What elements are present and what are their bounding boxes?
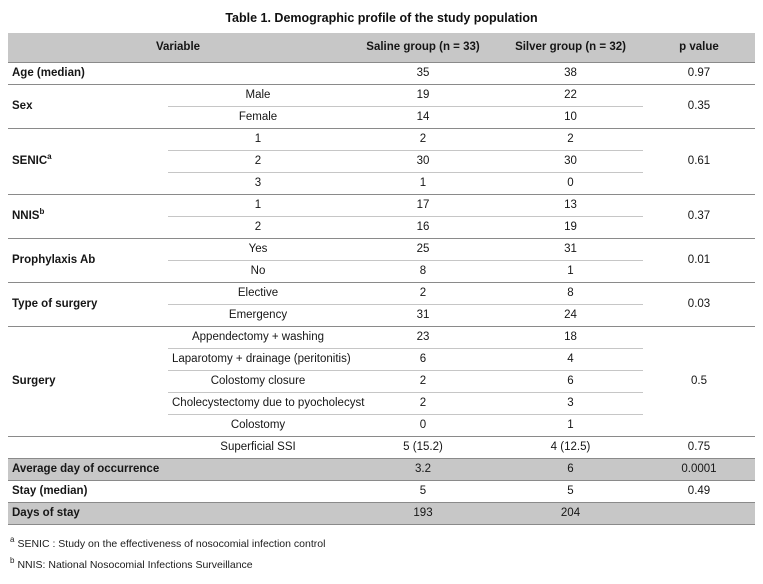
saline-value: 30 — [348, 150, 498, 172]
subcategory-label: Male — [168, 84, 348, 106]
subcategory-label: Female — [168, 106, 348, 128]
subcategory-label: 2 — [168, 216, 348, 238]
variable-label — [8, 128, 168, 194]
saline-value: 16 — [348, 216, 498, 238]
saline-value: 2 — [348, 392, 498, 414]
silver-value: 204 — [498, 502, 643, 524]
col-header-saline-group: Saline group (n = 33) — [348, 33, 498, 62]
variable-label — [8, 194, 168, 238]
saline-value: 8 — [348, 260, 498, 282]
p-value — [643, 502, 755, 524]
silver-value: 31 — [498, 238, 643, 260]
silver-value: 8 — [498, 282, 643, 304]
subcategory-label: 1 — [168, 128, 348, 150]
saline-value: 14 — [348, 106, 498, 128]
subcategory-label: 3 — [168, 172, 348, 194]
footnote-senic — [10, 535, 763, 550]
subcategory-label: Laparotomy + drainage (peritonitis) — [168, 348, 348, 370]
silver-value: 30 — [498, 150, 643, 172]
variable-label-text: SENIC — [12, 155, 48, 167]
variable-label: Age (median) — [8, 62, 348, 84]
silver-value: 18 — [498, 326, 643, 348]
variable-label: Days of stay — [8, 502, 348, 524]
p-value: 0.97 — [643, 62, 755, 84]
table-row — [8, 502, 755, 524]
table-row — [8, 62, 755, 84]
header-row — [8, 33, 755, 62]
table-row — [8, 458, 755, 480]
footnote-text: SENIC : Study on the effectiveness of nosocomial infection control — [17, 537, 326, 550]
variable-label: Surgery — [8, 326, 168, 436]
silver-value: 1 — [498, 414, 643, 436]
subcategory-label: Yes — [168, 238, 348, 260]
subcategory-label: Appendectomy + washing — [168, 326, 348, 348]
subcategory-label: 1 — [168, 194, 348, 216]
variable-label: Stay (median) — [8, 480, 348, 502]
col-header-silver-group: Silver group (n = 32) — [498, 33, 643, 62]
saline-value: 5 (15.2) — [348, 436, 498, 458]
p-value: 0.03 — [643, 282, 755, 326]
variable-label-text: NNIS — [12, 210, 40, 222]
saline-value: 2 — [348, 370, 498, 392]
subcategory-label: Emergency — [168, 304, 348, 326]
subcategory-label: Colostomy closure — [168, 370, 348, 392]
saline-value: 17 — [348, 194, 498, 216]
silver-value: 22 — [498, 84, 643, 106]
p-value: 0.61 — [643, 128, 755, 194]
silver-value: 38 — [498, 62, 643, 84]
footnote-nnis — [10, 556, 763, 571]
silver-value: 3 — [498, 392, 643, 414]
silver-value: 4 — [498, 348, 643, 370]
p-value: 0.0001 — [643, 458, 755, 480]
p-value: 0.37 — [643, 194, 755, 238]
subcategory-label: Colostomy — [168, 414, 348, 436]
p-value: 0.75 — [643, 436, 755, 458]
saline-value: 5 — [348, 480, 498, 502]
table-row — [8, 84, 755, 106]
saline-value: 6 — [348, 348, 498, 370]
demographics-table — [8, 33, 755, 525]
silver-value: 10 — [498, 106, 643, 128]
variable-label: Sex — [8, 84, 168, 128]
silver-value: 6 — [498, 370, 643, 392]
silver-value: 13 — [498, 194, 643, 216]
table-row — [8, 238, 755, 260]
variable-label: Prophylaxis Ab — [8, 238, 168, 282]
silver-value: 2 — [498, 128, 643, 150]
p-value: 0.01 — [643, 238, 755, 282]
subcategory-label: Superficial SSI — [168, 436, 348, 458]
footnote-text: NNIS: National Nosocomial Infections Surveillance — [17, 558, 253, 571]
footnote-marker: b — [10, 556, 15, 565]
table-row — [8, 194, 755, 216]
saline-value: 31 — [348, 304, 498, 326]
silver-value: 5 — [498, 480, 643, 502]
saline-value: 2 — [348, 128, 498, 150]
saline-value: 2 — [348, 282, 498, 304]
footnotes — [10, 535, 763, 571]
saline-value: 193 — [348, 502, 498, 524]
subcategory-label: No — [168, 260, 348, 282]
footnote-marker: a — [10, 535, 15, 544]
p-value: 0.5 — [643, 326, 755, 436]
table-title: Table 1. Demographic profile of the study population — [225, 11, 538, 25]
saline-value: 1 — [348, 172, 498, 194]
silver-value: 19 — [498, 216, 643, 238]
table-row — [8, 480, 755, 502]
silver-value: 4 (12.5) — [498, 436, 643, 458]
variable-label: Average day of occurrence — [8, 458, 348, 480]
col-header-p-value: p value — [643, 33, 755, 62]
saline-value: 23 — [348, 326, 498, 348]
superscript-marker: b — [39, 207, 45, 217]
table-row — [8, 326, 755, 348]
subcategory-label: 2 — [168, 150, 348, 172]
superscript-marker: a — [47, 152, 52, 162]
p-value: 0.35 — [643, 84, 755, 128]
table-row — [8, 436, 755, 458]
silver-value: 6 — [498, 458, 643, 480]
variable-label — [8, 436, 168, 458]
subcategory-label: Elective — [168, 282, 348, 304]
saline-value: 19 — [348, 84, 498, 106]
subcategory-label: Cholecystectomy due to pyocholecyst — [168, 392, 348, 414]
p-value: 0.49 — [643, 480, 755, 502]
silver-value: 1 — [498, 260, 643, 282]
saline-value: 3.2 — [348, 458, 498, 480]
variable-label: Type of surgery — [8, 282, 168, 326]
saline-value: 25 — [348, 238, 498, 260]
saline-value: 35 — [348, 62, 498, 84]
table-row — [8, 282, 755, 304]
saline-value: 0 — [348, 414, 498, 436]
silver-value: 0 — [498, 172, 643, 194]
col-header-variable: Variable — [8, 33, 348, 62]
table-row — [8, 128, 755, 150]
silver-value: 24 — [498, 304, 643, 326]
